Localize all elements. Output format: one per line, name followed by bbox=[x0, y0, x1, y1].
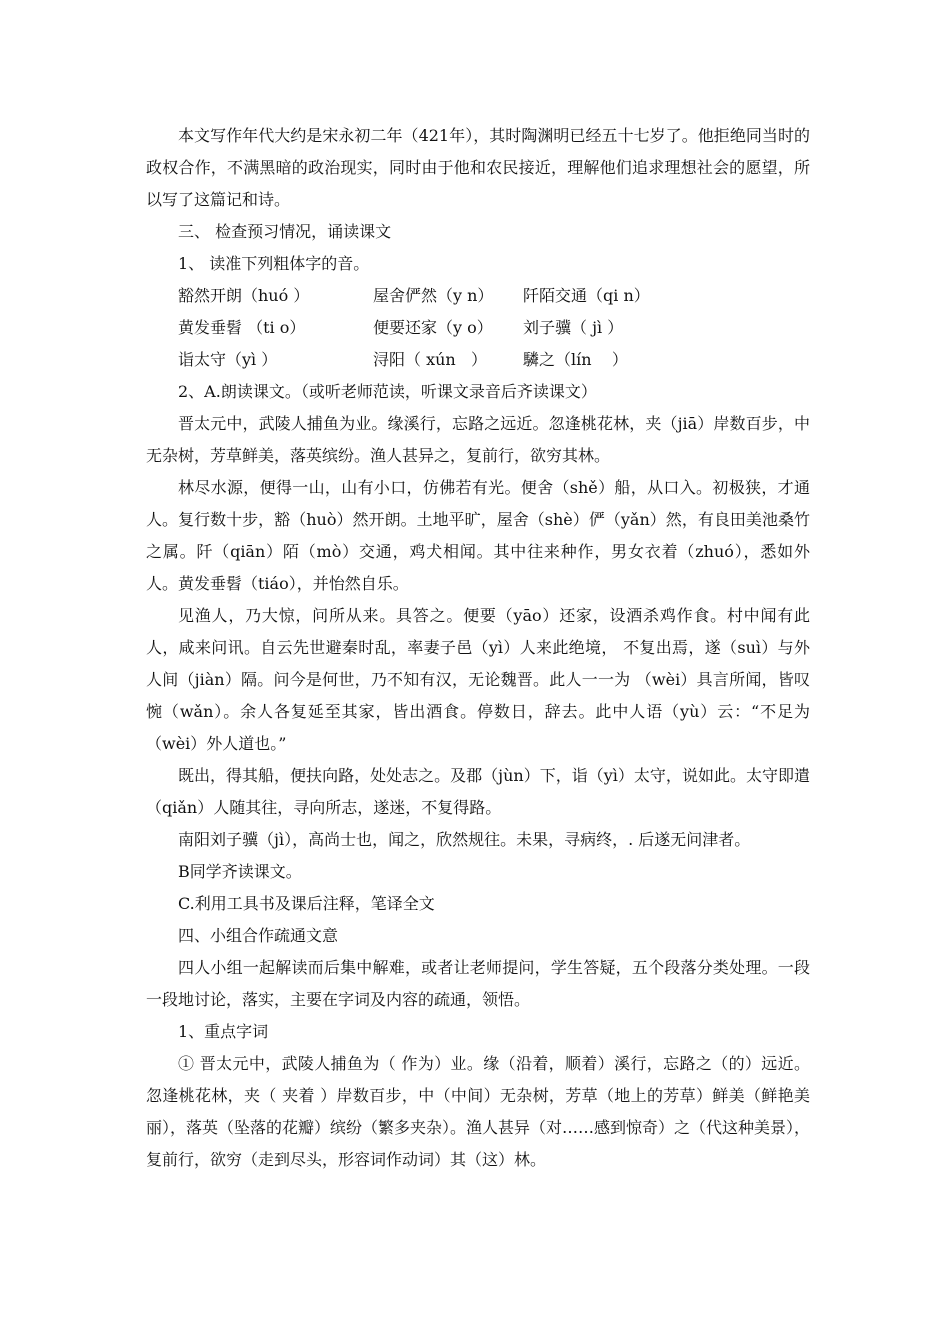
pinyin-item: 诣太守（yì ） bbox=[178, 350, 278, 369]
text-paragraph-4: 既出，得其船，便扶向路，处处志之。及郡（jùn）下，诣（yì）太守，说如此。太守即遣（qiǎn）人随其往，寻向所志，遂迷，不复得路。 bbox=[146, 766, 810, 817]
pinyin-item: 黄发垂髫 （ti o） bbox=[178, 318, 306, 337]
group-work-paragraph: 四人小组一起解读而后集中解难，或者让老师提问，学生答疑，五个段落分类处理。一段一段地讨论，落实，主要在字词及内容的疏通，领悟。 bbox=[146, 958, 810, 1009]
pinyin-row bbox=[146, 344, 810, 376]
subheading-key-words: 1、重点字词 bbox=[178, 1022, 269, 1041]
section-heading-3: 三、 检查预习情况，诵读课文 bbox=[178, 222, 392, 241]
subheading-group-reading: B同学齐读课文。 bbox=[178, 862, 302, 881]
text-paragraph-2: 林尽水源，便得一山，山有小口，仿佛若有光。便舍（shě）船，从口入。初极狭，才通人。复行数十步，豁（huò）然开朗。土地平旷，屋舍（shè）俨（yǎn）然，有良田美池桑竹之属。阡（qiān）陌（mò）交通，鸡犬相闻。其中往来种作，男女衣着（zhuó），悉如外人。黄发垂髫（tiáo），并怡然自乐。 bbox=[146, 478, 810, 593]
background-paragraph: 本文写作年代大约是宋永初二年（421年），其时陶渊明已经五十七岁了。他拒绝同当时的政权合作，不满黑暗的政治现实，同时由于他和农民接近，理解他们追求理想社会的愿望，所以写了这篇记和诗。 bbox=[146, 126, 810, 209]
document-body bbox=[146, 120, 810, 1176]
pinyin-item: 便要还家（y o） bbox=[373, 318, 493, 337]
pinyin-row bbox=[146, 280, 810, 312]
pinyin-item: 屋舍俨然（y n） bbox=[373, 286, 494, 305]
pinyin-row bbox=[146, 312, 810, 344]
text-paragraph-5: 南阳刘子骥（jì），高尚士也，闻之，欣然规往。未果，寻病终，. 后遂无问津者。 bbox=[178, 830, 751, 849]
pinyin-item: 阡陌交通（qi n） bbox=[523, 286, 650, 305]
text-paragraph-3: 见渔人，乃大惊，问所从来。具答之。便要（yāo）还家，设酒杀鸡作食。村中闻有此人，咸来问讯。自云先世避秦时乱，率妻子邑（yì）人来此绝境， 不复出焉，遂（suì）与外人间（jiàn）隔。问今是何世，乃不知有汉，无论魏晋。此人一一为 （wèi）具言所闻，皆叹惋（wǎn）。余人各复延至其家，皆出酒食。停数日，辞去。此中人语（yù）云：“不足为（wèi）外人道也。” bbox=[146, 606, 810, 753]
section-heading-4: 四、小组合作疏通文意 bbox=[178, 926, 339, 945]
pinyin-item: 豁然开朗（huó ） bbox=[178, 286, 310, 305]
text-paragraph-1: 晋太元中，武陵人捕鱼为业。缘溪行，忘路之远近。忽逢桃花林，夹（jiā）岸数百步，中无杂树，芳草鲜美，落英缤纷。渔人甚异之，复前行，欲穷其林。 bbox=[146, 414, 810, 465]
pinyin-item: 驎之（lín ） bbox=[523, 350, 628, 369]
pinyin-item: 刘子骥（ jì ） bbox=[523, 318, 624, 337]
pinyin-item: 浔阳（ xún ） bbox=[373, 350, 487, 369]
key-words-paragraph: ① 晋太元中，武陵人捕鱼为（ 作为）业。缘（沿着，顺着）溪行，忘路之（的）远近。忽逢桃花林，夹（ 夹着 ）岸数百步，中（中间）无杂树，芳草（地上的芳草）鲜美（鲜艳美丽），落英（坠落的花瓣）缤纷（繁多夹杂）。渔人甚异（对……感到惊奇）之（代这种美景），复前行，欲穷（走到尽头，形容词作动词）其（这）林。 bbox=[146, 1054, 811, 1169]
subheading-translation: C.利用工具书及课后注释，笔译全文 bbox=[178, 894, 435, 913]
subheading-reading: 2、A.朗读课文。（或听老师范读，听课文录音后齐读课文） bbox=[178, 382, 597, 401]
subheading-pronunciation: 1、 读准下列粗体字的音。 bbox=[178, 254, 370, 273]
